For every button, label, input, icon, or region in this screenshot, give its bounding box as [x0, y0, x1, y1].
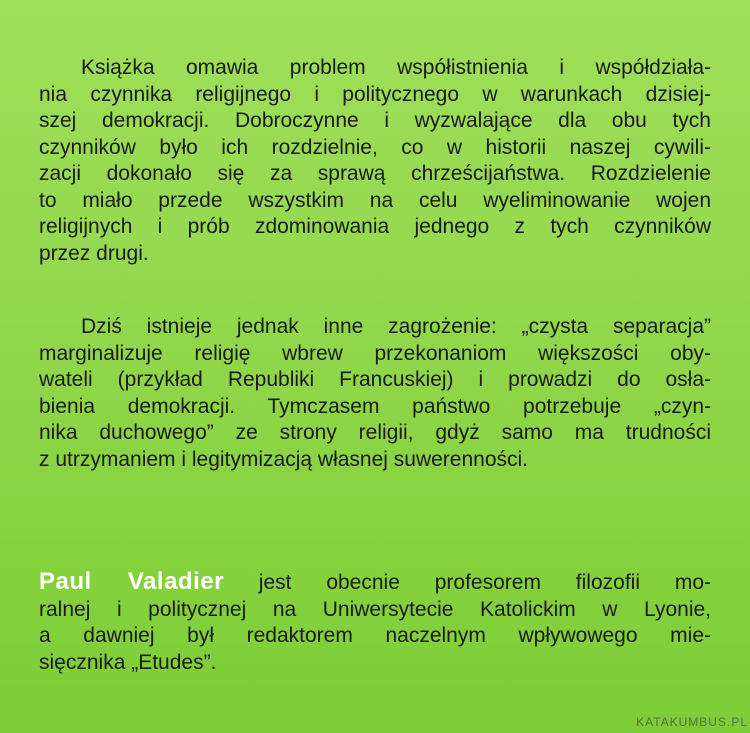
text-line: Książka omawia problem współistnienia i współdziała- — [81, 56, 711, 79]
text-line: ralnej i politycznej na Uniwersytecie Katolickim w Lyonie, — [39, 597, 711, 621]
author-bio — [39, 569, 711, 676]
text-line: wateli (przykład Republiki Francuskiej) i prowadzi do osła- — [39, 368, 711, 391]
bio-first-line — [39, 569, 711, 597]
watermark: KATAKUMBUS.PL — [636, 715, 748, 729]
text-line: nia czynnika religijnego i politycznego w warunkach dzisiej- — [39, 82, 711, 106]
text-line: z utrzymaniem i legitymizacją własnej suwerenności. — [39, 447, 529, 471]
bio-text: jest obecnie profesorem filozofii mo- — [223, 571, 711, 594]
text-line: zacji dokonało się za sprawą chrześcijaństwa. Rozdzielenie — [39, 162, 711, 185]
text-line: szej demokracji. Dobroczynne i wyzwalające dla obu tych — [39, 109, 711, 132]
text-line: religijnych i prób zdominowania jednego z tych czynników — [39, 215, 711, 238]
text-line: a dawniej był redaktorem naczelnym wpływowego mie- — [39, 624, 711, 647]
text-line: sięcznika „Etudes”. — [39, 650, 217, 674]
text-line: bienia demokracji. Tymczasem państwo potrzebuje „czyn- — [39, 394, 711, 418]
text-line: marginalizuje religię wbrew przekonaniom większości oby- — [39, 341, 711, 365]
description-paragraph-2 — [39, 314, 711, 473]
text-line: to miało przede wszystkim na celu wyeliminowanie wojen — [39, 188, 711, 212]
text-line: czynników było ich rozdzielnie, co w historii naszej cywili- — [39, 135, 711, 159]
text-line: przez drugi. — [39, 241, 149, 265]
description-paragraph-1 — [39, 55, 711, 267]
author-name: Paul Valadier — [39, 568, 224, 595]
text-line: Dziś istnieje jednak inne zagrożenie: „czysta separacja” — [81, 315, 711, 338]
text-line: nika duchowego” ze strony religii, gdyż samo ma trudności — [39, 421, 711, 444]
